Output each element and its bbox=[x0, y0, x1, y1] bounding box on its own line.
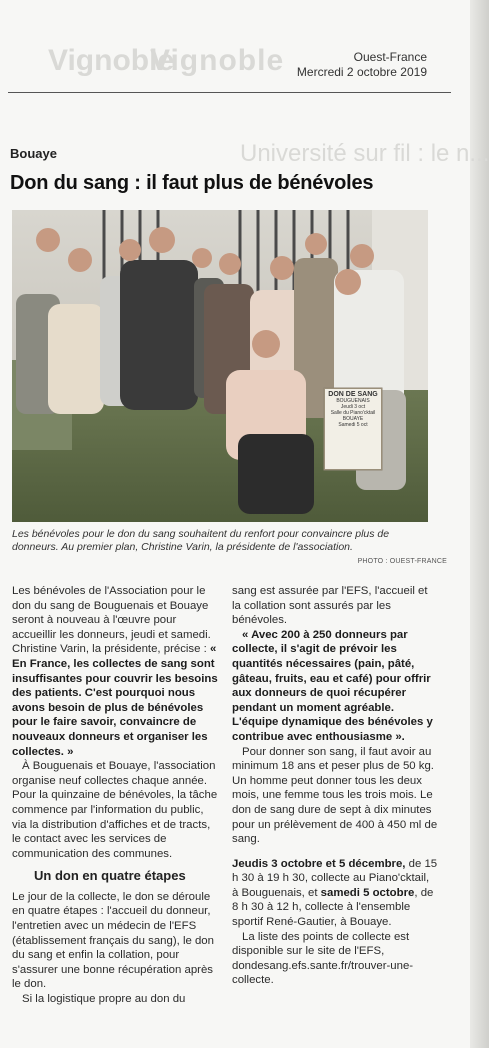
paragraph: Si la logistique propre au don du bbox=[22, 993, 186, 1006]
poster-line: Samedi 5 oct bbox=[338, 422, 368, 428]
paragraph-text: Les bénévoles de l'Association pour le don du sang de Bouguenais et Bouaye seront à nouveau à l'œuvre pour accueillir les donneurs, jeudi et samedi. Christine Varin, la présidente, précise : bbox=[12, 585, 211, 656]
paragraph bbox=[232, 857, 438, 930]
article-column-2 bbox=[232, 584, 438, 988]
publication-name: Ouest-France bbox=[353, 50, 427, 64]
paragraph-text: de 15 h 30 à 19 h 30, collecte au Piano'cktail, à Bouguenais, et bbox=[232, 857, 438, 899]
bleed-through-text-top: Vignoble bbox=[48, 44, 175, 77]
date-highlight: samedi 5 octobre bbox=[320, 886, 415, 899]
bleed-through-text-mid: Université sur fil : le n... bbox=[240, 140, 489, 167]
date-highlight: Jeudis 3 octobre et 5 décembre, bbox=[232, 857, 406, 870]
article-column-1 bbox=[12, 584, 218, 1007]
paragraph bbox=[232, 628, 438, 745]
publication-date: Mercredi 2 octobre 2019 bbox=[296, 65, 427, 79]
poster-title: DON DE SANG bbox=[328, 391, 378, 398]
paragraph: Le jour de la collecte, le don se déroule en quatre étapes : l'accueil du donneur, l'entretien avec un médecin de l'EFS (établissement français du sang), le don du sang et enfin la collation, pour s'assurer une bonne récupération après le don. bbox=[12, 890, 214, 991]
paragraph: Pour donner son sang, il faut avoir au minimum 18 ans et peser plus de 50 kg. Un homme peut donner tous les deux mois, une femme tous les trois mois. Le don de sang dure de sept à dix minutes pour un prélèvement de 400 à 450 ml de sang. bbox=[232, 745, 438, 846]
paragraph: La liste des points de collecte est disponible sur le site de l'EFS, dondesang.efs.sante.fr/trouver-une-collecte. bbox=[232, 930, 414, 987]
group-photo-illustration bbox=[12, 210, 428, 522]
poster-line: Jeudi 3 oct bbox=[340, 404, 366, 410]
paragraph bbox=[12, 584, 218, 759]
photo-credit: PHOTO : OUEST-FRANCE bbox=[357, 558, 447, 565]
article-headline: Don du sang : il faut plus de bénévoles bbox=[10, 172, 374, 194]
poster-line: Salle du Piano'cktail bbox=[330, 410, 376, 416]
poster-line: BOUGUENAIS bbox=[336, 398, 370, 404]
page-edge-shadow bbox=[470, 0, 489, 1048]
quote-text: « En France, les collectes de sang sont insuffisantes pour couvrir les besoins des patients. C'est pourquoi nous avons besoin de plus de bénévoles pour le faire savoir, convaincre de nouveaux donneurs et organiser les collectes. » bbox=[12, 643, 218, 758]
paragraph-text: , de 8 h 30 à 12 h, collecte à l'ensemble sportif René-Gautier, à Bouaye. bbox=[232, 886, 434, 929]
article-kicker: Bouaye bbox=[10, 146, 57, 161]
poster-line: BOUAYE bbox=[342, 416, 364, 422]
paragraph: sang est assurée par l'EFS, l'accueil et la collation sont assurés par les bénévoles. bbox=[232, 585, 428, 627]
publication-header bbox=[297, 50, 427, 80]
poster-text bbox=[324, 388, 382, 470]
article-subheading: Un don en quatre étapes bbox=[34, 868, 186, 884]
paragraph: À Bouguenais et Bouaye, l'association organise neuf collectes chaque année. Pour la quinzaine de bénévoles, la tâche commence par l'information du public, via la distribution d'affiches et de tracts, le contact avec les services de communication des communes. bbox=[12, 760, 218, 860]
article-photo bbox=[12, 210, 428, 522]
header-rule bbox=[8, 92, 451, 93]
bleed-through-text-top-right: Vignoble bbox=[150, 44, 285, 77]
quote-text: « Avec 200 à 250 donneurs par collecte, il s'agit de prévoir les quantités nécessaires (pain, pâté, gâteau, fruits, eau et café) pour offrir aux donneurs de quoi récupérer pendant un moment agréable. L'équipe dynamique des bénévoles y contribue avec enthousiasme ». bbox=[232, 628, 433, 743]
photo-caption: Les bénévoles pour le don du sang souhaitent du renfort pour convaincre plus de donneurs. Au premier plan, Christine Varin, la présidente de l'association. bbox=[12, 528, 390, 553]
